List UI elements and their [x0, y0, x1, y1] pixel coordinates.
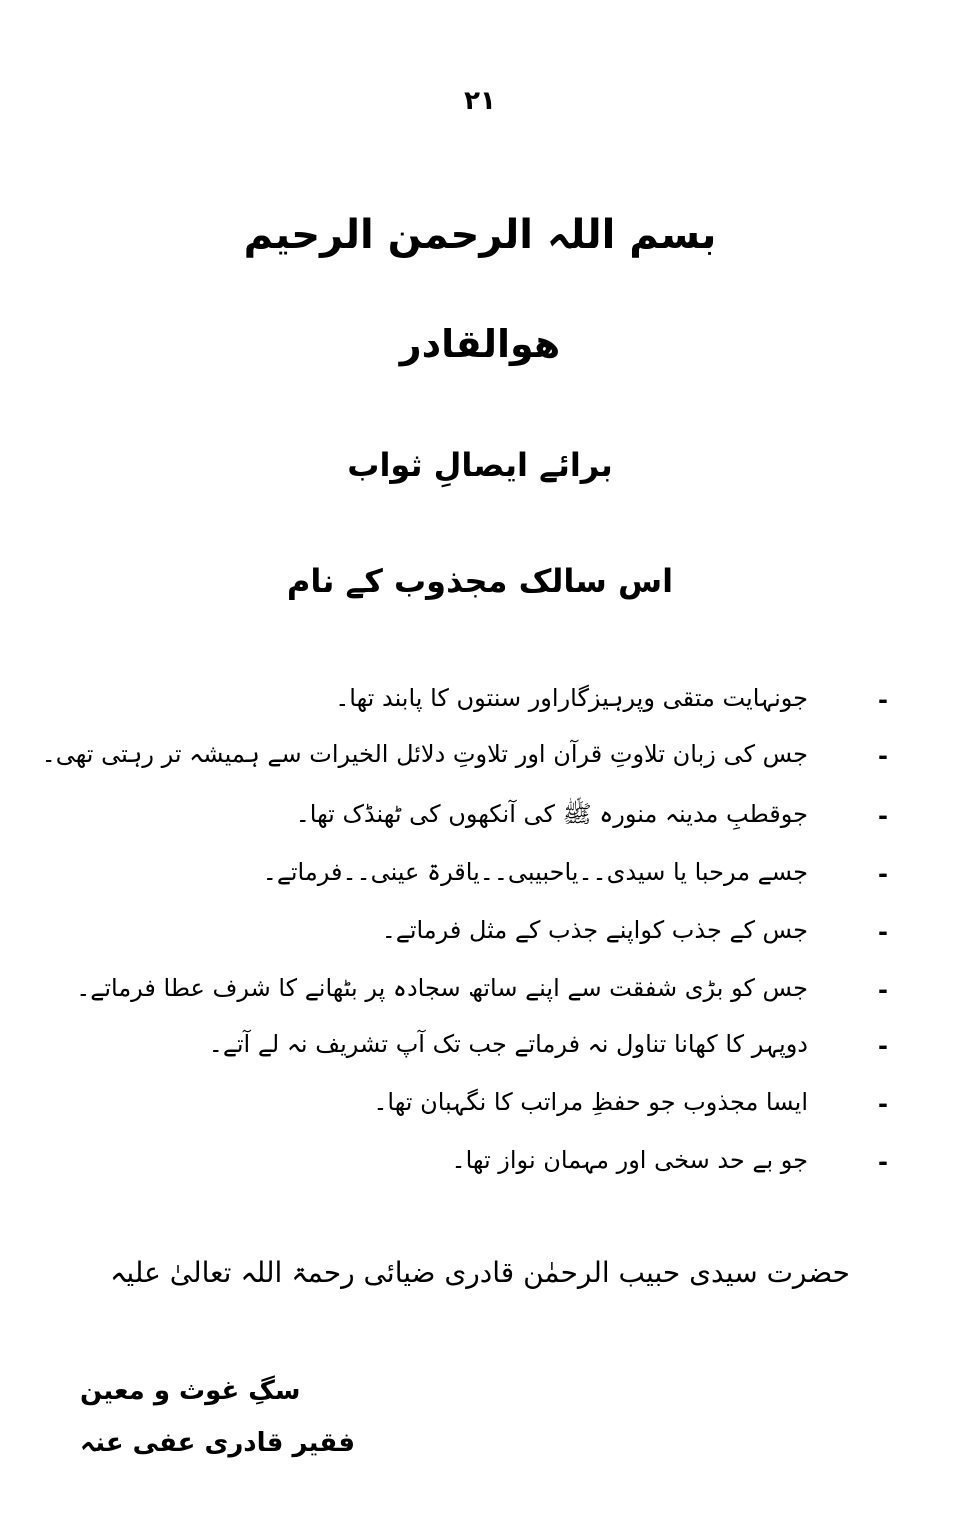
list-item — [100, 676, 900, 716]
signature-line-1: سگِ غوث و معین — [80, 1376, 301, 1406]
dash-bullet: - — [878, 860, 888, 888]
dash-bullet: - — [878, 742, 888, 770]
dash-bullet: - — [878, 918, 888, 946]
list-item — [76, 966, 900, 1006]
list-item — [100, 850, 900, 890]
dedication-heading: اس سالک مجذوب کے نام — [286, 562, 674, 600]
list-item — [100, 908, 900, 948]
dash-bullet: - — [878, 686, 888, 714]
list-item-text: ایسا مجذوب جو حفظِ مراتب کا نگہبان تھا۔ — [373, 1088, 808, 1116]
list-item-text: جس کی زبان تلاوتِ قرآن اور تلاوتِ دلائل الخیرات سے ہمیشہ تر رہتی تھی۔ — [41, 740, 808, 768]
dash-bullet: - — [878, 1148, 888, 1176]
huwa-al-qadir-heading: ھوالقادر — [399, 322, 561, 366]
list-item — [100, 1022, 900, 1062]
signature-line-2: فقیر قادری عفی عنہ — [80, 1428, 355, 1458]
list-item-text: جو بے حد سخی اور مہمان نواز تھا۔ — [451, 1146, 808, 1174]
dash-bullet: - — [878, 1090, 888, 1118]
bismillah-heading: بسم اللہ الرحمن الرحیم — [243, 212, 717, 258]
list-item-text: دوپہر کا کھانا تناول نہ فرماتے جب تک آپ تشریف نہ لے آتے۔ — [208, 1030, 808, 1058]
list-item — [100, 1138, 900, 1178]
page-number: ۲۱ — [464, 86, 496, 116]
list-item — [100, 792, 900, 832]
dash-bullet: - — [878, 1032, 888, 1060]
attributes-list — [41, 676, 900, 1216]
author-line: حضرت سیدی حبیب الرحمٰن قادری ضیائی رحمۃ اللہ تعالیٰ علیہ — [110, 1256, 850, 1289]
dash-bullet: - — [878, 802, 888, 830]
list-item-text: جسے مرحبا یا سیدی۔۔یاحبیبی۔۔یاقرۃ عینی۔۔فرماتے۔ — [262, 858, 808, 886]
list-item — [41, 732, 900, 772]
list-item-text: جس کو بڑی شفقت سے اپنے ساتھ سجادہ پر بٹھانے کا شرف عطا فرماتے۔ — [76, 974, 808, 1002]
list-item-text: جوقطبِ مدینہ منورہ ﷺ کی آنکھوں کی ٹھنڈک تھا۔ — [295, 800, 808, 828]
dash-bullet: - — [878, 976, 888, 1004]
isal-e-sawab-heading: برائے ایصالِ ثواب — [347, 446, 613, 484]
list-item-text: جونہایت متقی وپرہیزگاراور سنتوں کا پابند تھا۔ — [335, 684, 808, 712]
list-item — [100, 1080, 900, 1120]
list-item-text: جس کے جذب کواپنے جذب کے مثل فرماتے۔ — [381, 916, 808, 944]
